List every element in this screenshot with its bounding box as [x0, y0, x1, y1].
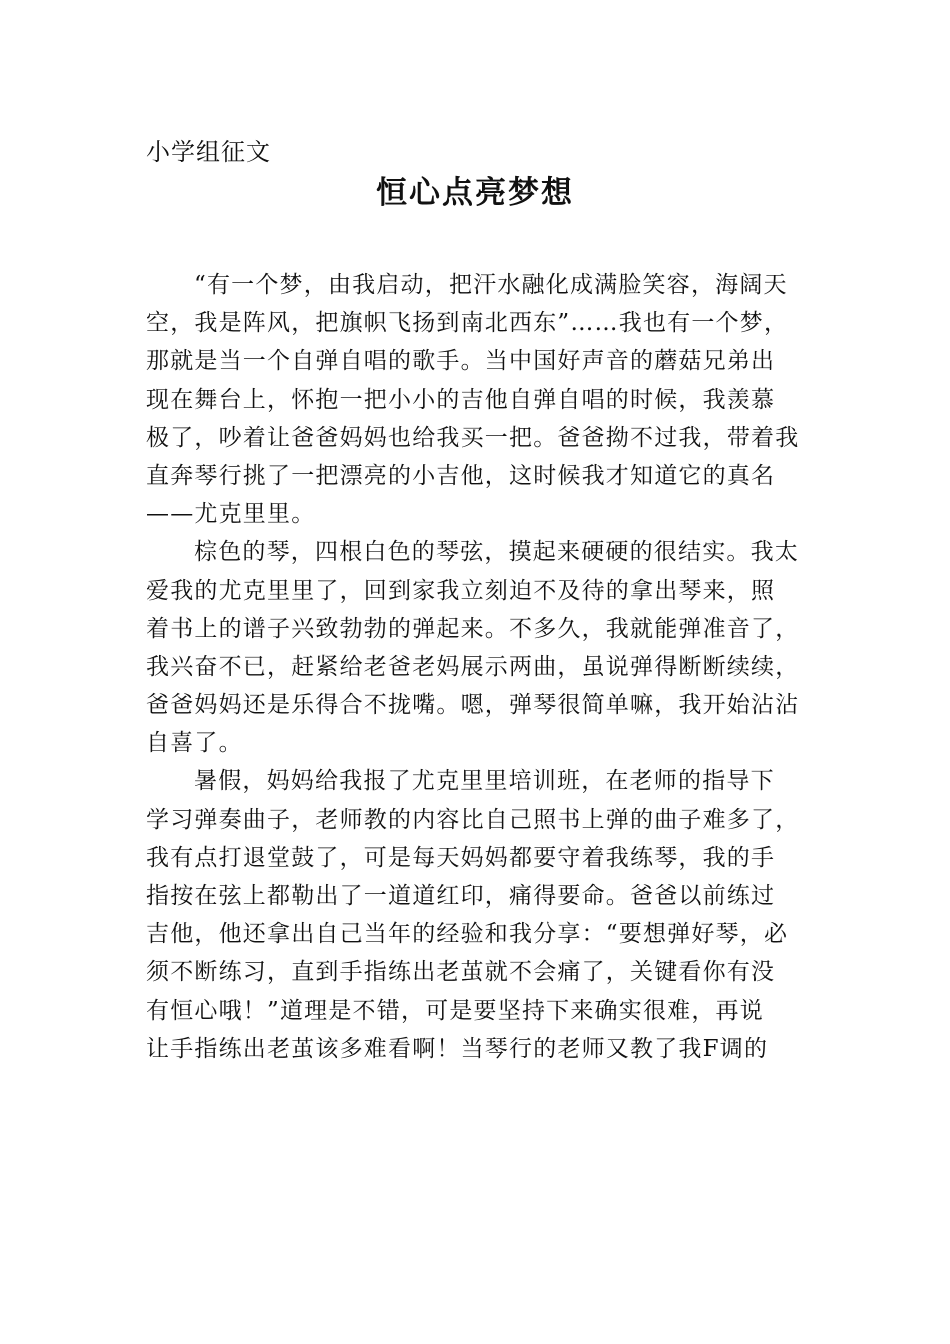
- text-line: 着书上的谱子兴致勃勃的弹起来。不多久，我就能弹准音了，: [146, 615, 800, 642]
- text-line: 那就是当一个自弹自唱的歌手。当中国好声音的蘑菇兄弟出: [146, 348, 776, 375]
- essay-category: 小学组征文: [146, 138, 271, 166]
- essay-title: 恒心点亮梦想: [376, 175, 574, 211]
- text-line: 爱我的尤克里里了，回到家我立刻迫不及待的拿出琴来，照: [146, 577, 776, 604]
- text-line: 须不断练习，直到手指练出老茧就不会痛了，关键看你有没: [146, 959, 776, 986]
- text-line: 有恒心哦！”道理是不错，可是要坚持下来确实很难，再说: [146, 997, 764, 1024]
- paragraph-1: [146, 266, 816, 533]
- text-line: 我有点打退堂鼓了，可是每天妈妈都要守着我练琴，我的手: [146, 844, 776, 871]
- text-line: 空，我是阵风，把旗帜飞扬到南北西东”……我也有一个梦，: [146, 310, 789, 337]
- paragraph-3: [146, 762, 816, 1068]
- text-line: 棕色的琴，四根白色的琴弦，摸起来硬硬的很结实。我太: [194, 539, 799, 566]
- text-line: 现在舞台上，怀抱一把小小的吉他自弹自唱的时候，我羡慕: [146, 386, 776, 413]
- paragraph-2: [146, 533, 816, 762]
- text-line: 让手指练出老茧该多难看啊！当琴行的老师又教了我F调的: [146, 1035, 769, 1062]
- text-line: 爸爸妈妈还是乐得合不拢嘴。嗯，弹琴很简单嘛，我开始沾沾: [146, 692, 800, 719]
- text-line: 我兴奋不已，赶紧给老爸老妈展示两曲，虽说弹得断断续续，: [146, 653, 800, 680]
- text-line: 暑假，妈妈给我报了尤克里里培训班，在老师的指导下: [194, 768, 775, 795]
- text-line: 学习弹奏曲子，老师教的内容比自己照书上弹的曲子难多了，: [146, 806, 800, 833]
- text-line: 自喜了。: [146, 730, 243, 757]
- text-line: 直奔琴行挑了一把漂亮的小吉他，这时候我才知道它的真名: [146, 462, 776, 489]
- text-line: 指按在弦上都勒出了一道道红印，痛得要命。爸爸以前练过: [146, 883, 776, 909]
- essay-body: [146, 266, 816, 1068]
- text-line: ——尤克里里。: [146, 501, 316, 528]
- text-line: “有一个梦，由我启动，把汗水融化成满脸笑容，海阔天: [194, 272, 788, 298]
- text-line: 极了，吵着让爸爸妈妈也给我买一把。爸爸拗不过我，带着我: [146, 424, 800, 451]
- text-line: 吉他，他还拿出自己当年的经验和我分享：“要想弹好琴，必: [146, 921, 789, 948]
